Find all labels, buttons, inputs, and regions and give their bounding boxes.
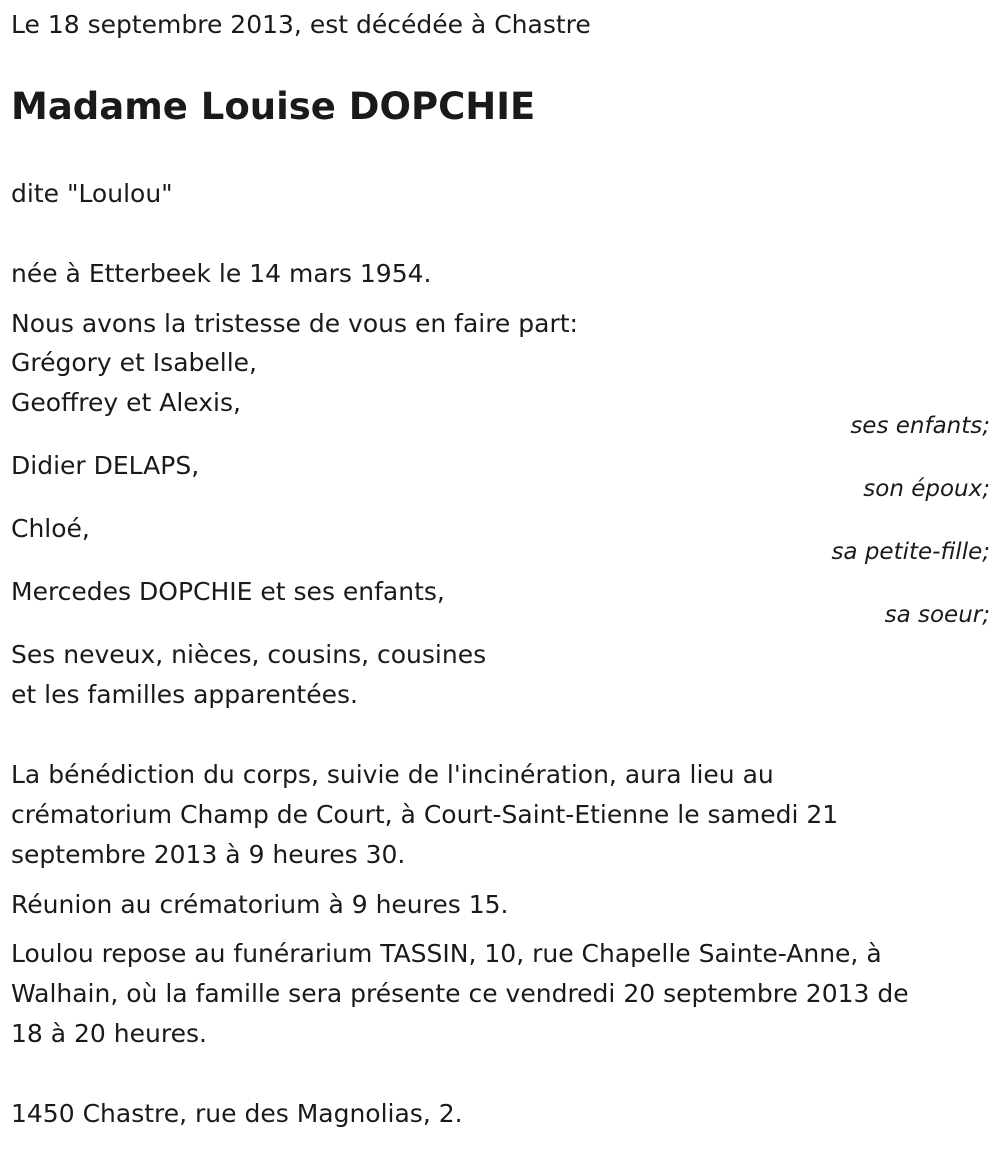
grandchild-role: sa petite-fille; [831,539,990,565]
visitation-line-1: Loulou repose au funérarium TASSIN, 10, rue Chapelle Sainte-Anne, à [11,939,882,968]
announcement: Nous avons la tristesse de vous en faire part: [11,309,578,338]
spouse-name: Didier DELAPS, [11,451,200,480]
meeting-info: Réunion au crématorium à 9 heures 15. [11,890,509,919]
visitation-line-3: 18 à 20 heures. [11,1019,207,1048]
relatives-line-1: Ses neveux, nièces, cousins, cousines [11,640,487,669]
visitation-line-2: Walhain, où la famille sera présente ce vendredi 20 septembre 2013 de [11,979,909,1008]
nickname: dite "Loulou" [11,179,173,208]
relatives-line-2: et les familles apparentées. [11,680,358,709]
death-notice-intro: Le 18 septembre 2013, est décédée à Chastre [11,10,591,39]
birth-info: née à Etterbeek le 14 mars 1954. [11,259,432,288]
family-address: 1450 Chastre, rue des Magnolias, 2. [11,1099,463,1128]
children-line-2: Geoffrey et Alexis, [11,388,241,417]
spouse-role: son époux; [863,476,990,502]
children-role: ses enfants; [850,413,990,439]
ceremony-line-1: La bénédiction du corps, suivie de l'incinération, aura lieu au [11,760,774,789]
sister-name: Mercedes DOPCHIE et ses enfants, [11,577,445,606]
sister-role: sa soeur; [884,602,990,628]
deceased-name: Madame Louise DOPCHIE [11,85,536,128]
ceremony-line-2: crématorium Champ de Court, à Court-Saint-Etienne le samedi 21 [11,800,839,829]
grandchild-name: Chloé, [11,514,90,543]
children-line-1: Grégory et Isabelle, [11,348,257,377]
ceremony-line-3: septembre 2013 à 9 heures 30. [11,840,406,869]
